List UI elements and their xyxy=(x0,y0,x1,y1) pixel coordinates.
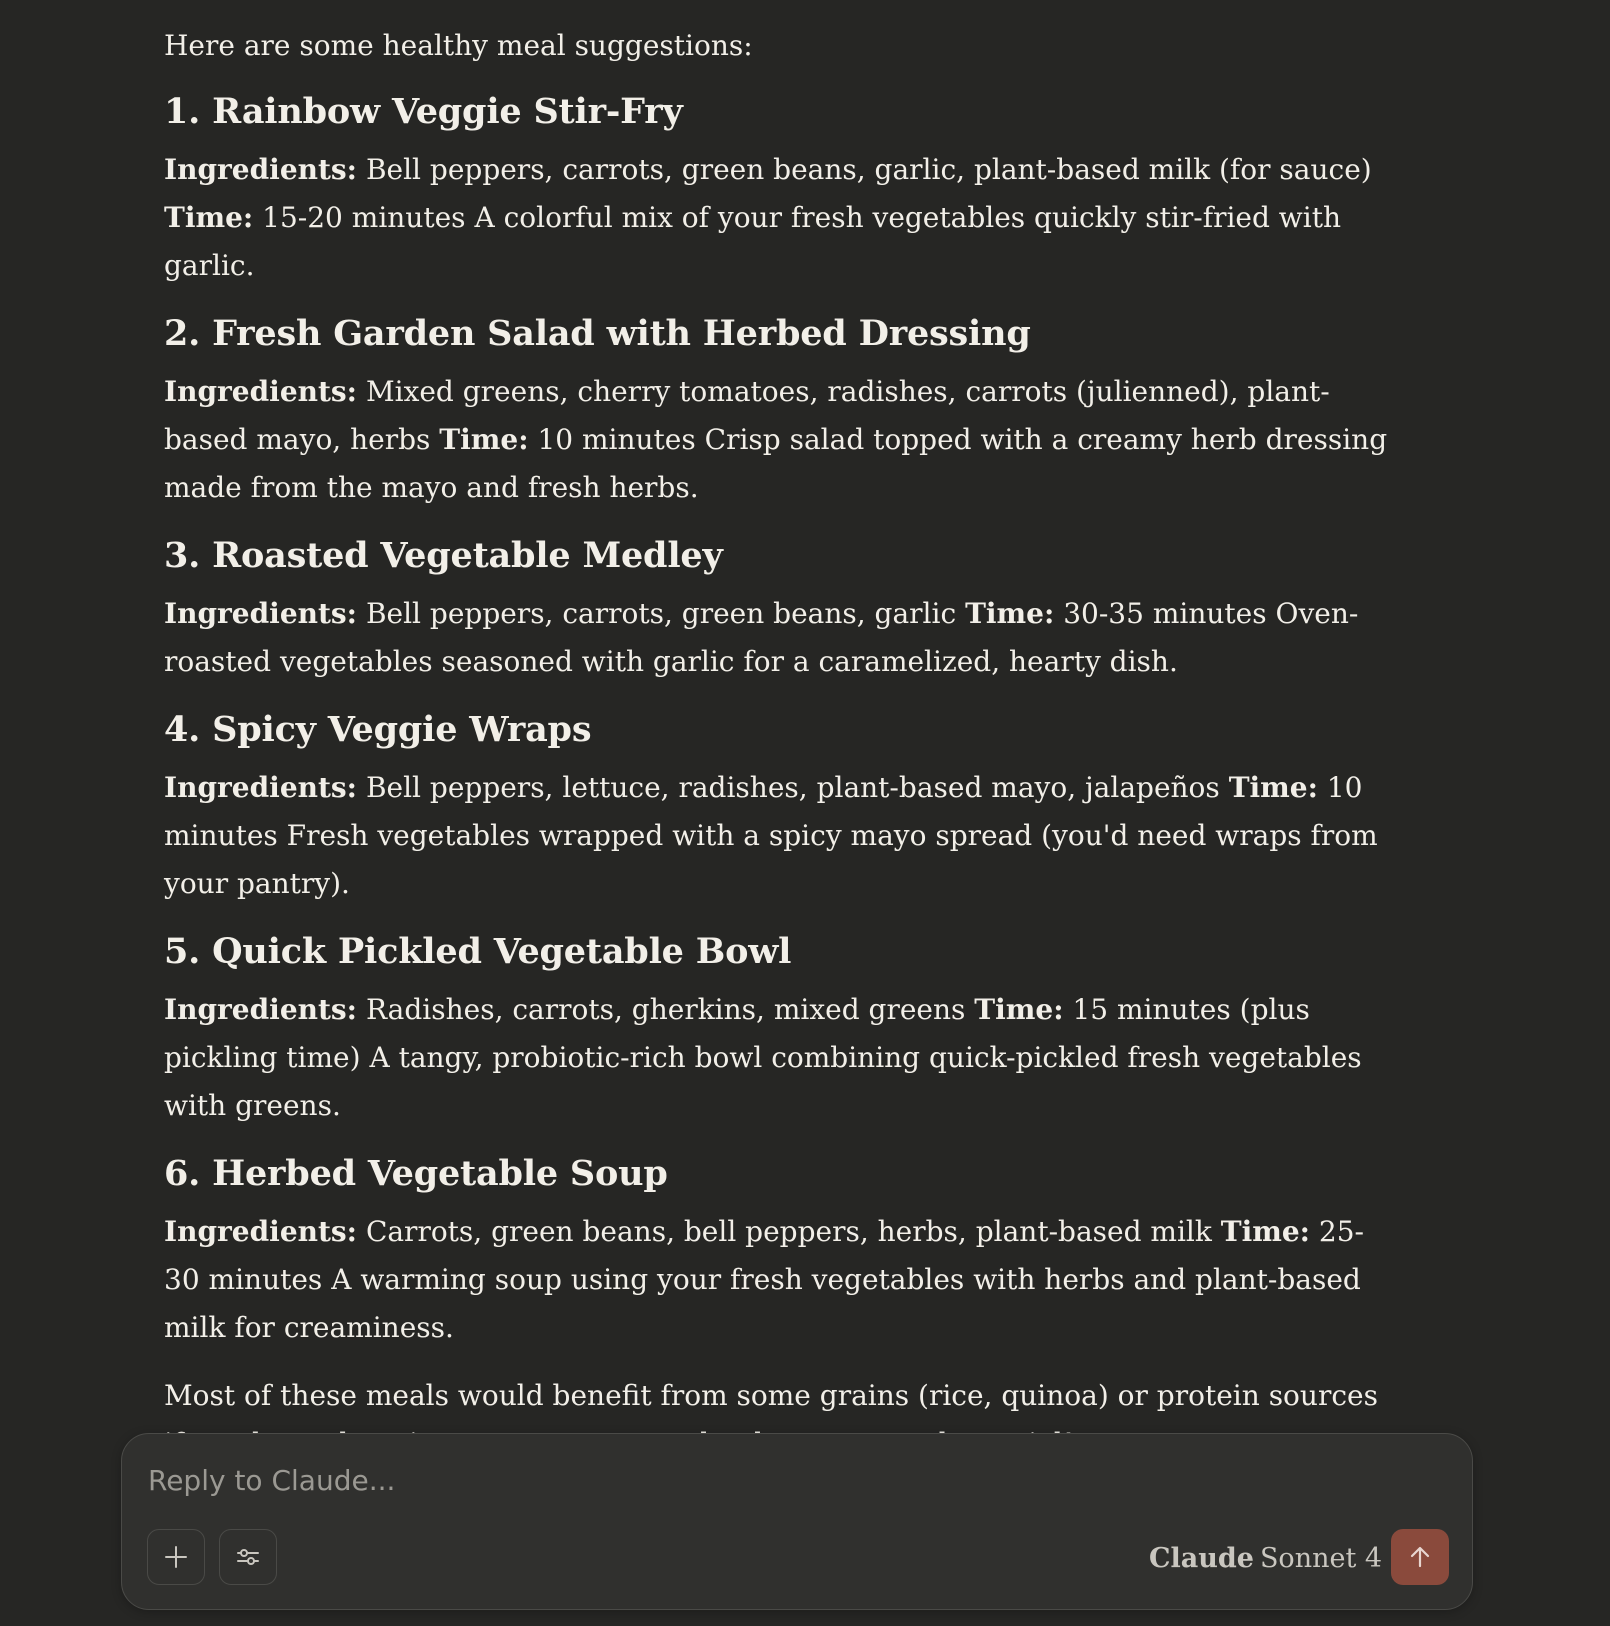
assistant-message xyxy=(164,22,1394,1468)
ingredients-label: Ingredients: xyxy=(164,597,358,630)
time-text: 25-30 minutes xyxy=(164,1215,1365,1296)
meal-title: 4. Spicy Veggie Wraps xyxy=(164,709,592,750)
meal-item xyxy=(164,310,1394,512)
time-text: 10 minutes xyxy=(537,423,696,456)
reply-composer xyxy=(121,1433,1473,1610)
meal-details xyxy=(164,146,1394,290)
time-text: 15-20 minutes xyxy=(262,201,466,234)
time-text: 30-35 minutes xyxy=(1063,597,1267,630)
time-text: 10 minutes xyxy=(164,771,1363,852)
meal-details xyxy=(164,986,1394,1130)
tools-settings-button[interactable] xyxy=(219,1529,277,1585)
ingredients-text: Carrots, green beans, bell peppers, herbs, plant-based milk xyxy=(365,1215,1212,1248)
ingredients-label: Ingredients: xyxy=(164,153,358,186)
meal-item xyxy=(164,88,1394,290)
ingredients-text: Bell peppers, carrots, green beans, garlic, plant-based milk (for sauce) xyxy=(365,153,1372,186)
ingredients-text: Bell peppers, lettuce, radishes, plant-based mayo, jalapeños xyxy=(365,771,1220,804)
time-label: Time: xyxy=(1228,771,1318,804)
time-label: Time: xyxy=(965,597,1055,630)
meal-description: A warming soup using your fresh vegetables with herbs and plant-based milk for creaminess. xyxy=(164,1263,1361,1344)
add-attachment-button[interactable] xyxy=(147,1529,205,1585)
ingredients-label: Ingredients: xyxy=(164,771,358,804)
sliders-icon xyxy=(235,1544,261,1570)
time-label: Time: xyxy=(1220,1215,1311,1248)
meal-details xyxy=(164,1208,1394,1352)
meal-title: 6. Herbed Vegetable Soup xyxy=(164,1153,668,1194)
meal-title: 3. Roasted Vegetable Medley xyxy=(164,535,723,576)
model-selector[interactable] xyxy=(1149,1532,1406,1584)
meal-description: Oven-roasted vegetables seasoned with garlic for a caramelized, hearty dish. xyxy=(164,597,1359,678)
meal-title: 1. Rainbow Veggie Stir-Fry xyxy=(164,91,683,132)
reply-input[interactable] xyxy=(148,1458,1398,1502)
meal-details xyxy=(164,590,1394,686)
meal-title: 2. Fresh Garden Salad with Herbed Dressing xyxy=(164,313,1031,354)
meal-item xyxy=(164,1150,1394,1352)
ingredients-text: Radishes, carrots, gherkins, mixed greens xyxy=(365,993,966,1026)
meal-details xyxy=(164,764,1394,908)
meal-description: A tangy, probiotic-rich bowl combining quick-pickled fresh vegetables with greens. xyxy=(164,1041,1362,1122)
time-label: Time: xyxy=(164,201,254,234)
meal-item xyxy=(164,532,1394,686)
ingredients-label: Ingredients: xyxy=(164,1215,358,1248)
model-name: Sonnet 4 xyxy=(1259,1542,1383,1574)
meal-description: A colorful mix of your fresh vegetables quickly stir-fried with garlic. xyxy=(164,201,1342,282)
meal-details xyxy=(164,368,1394,512)
model-brand: Claude xyxy=(1149,1542,1254,1574)
meal-item xyxy=(164,928,1394,1130)
meal-description: Fresh vegetables wrapped with a spicy mayo spread (you'd need wraps from your pantry). xyxy=(164,819,1378,900)
meal-title: 5. Quick Pickled Vegetable Bowl xyxy=(164,931,792,972)
time-label: Time: xyxy=(974,993,1064,1026)
send-button[interactable] xyxy=(1391,1529,1449,1585)
plus-icon xyxy=(163,1544,189,1570)
time-label: Time: xyxy=(439,423,529,456)
ingredients-label: Ingredients: xyxy=(164,993,358,1026)
ingredients-text: Mixed greens, cherry tomatoes, radishes, carrots (julienned), plant-based mayo, herbs xyxy=(164,375,1330,456)
ingredients-label: Ingredients: xyxy=(164,375,358,408)
message-intro: Here are some healthy meal suggestions: xyxy=(164,29,753,62)
arrow-up-icon xyxy=(1407,1544,1433,1570)
meal-item xyxy=(164,706,1394,908)
time-text: 15 minutes (plus pickling time) xyxy=(164,993,1310,1074)
meal-description: Crisp salad topped with a creamy herb dressing made from the mayo and fresh herbs. xyxy=(164,423,1388,504)
message-closing: Most of these meals would benefit from some grains (rice, quinoa) or protein sources xyxy=(164,1379,1378,1412)
ingredients-text: Bell peppers, carrots, green beans, garlic xyxy=(365,597,957,630)
